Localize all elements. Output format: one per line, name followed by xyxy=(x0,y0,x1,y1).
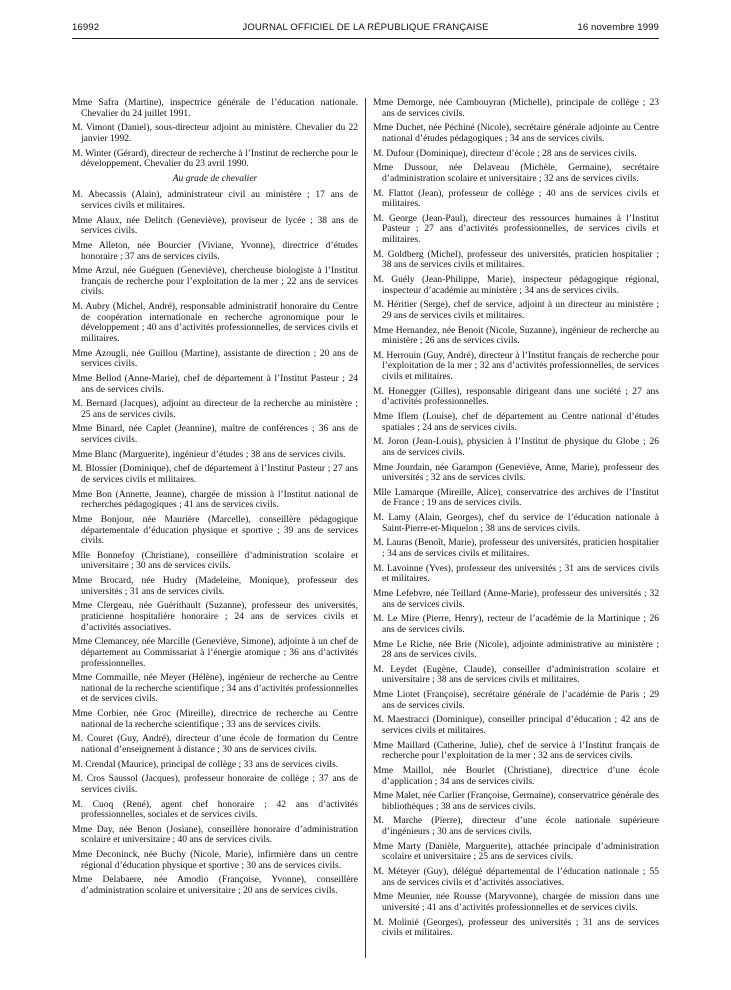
decoration-entry: Mme Liotet (Françoise), secrétaire générale de l’académie de Paris ; 29 ans de services civils. xyxy=(373,689,659,711)
left-top-entries xyxy=(72,98,358,170)
decoration-entry: Mme Commaille, née Meyer (Hélène), ingénieur de recherche au Centre national de la recherche scientifique ; 34 ans d’activités professionnelles et de services civils. xyxy=(72,672,358,705)
decoration-entry: M. Maestracci (Dominique), conseiller principal d’éducation ; 42 ans de services civils et militaires. xyxy=(373,714,659,736)
decoration-entry: M. Lamy (Alain, Georges), chef du service de l’éducation nationale à Saint-Pierre-et-Miquelon ; 38 ans de services civils. xyxy=(373,512,659,534)
decoration-entry: Mme Blanc (Marguerite), ingénieur d’études ; 38 ans de services civils. xyxy=(72,448,346,460)
decoration-entry: Mme Azougli, née Guillou (Martine), assistante de direction ; 20 ans de services civils. xyxy=(72,347,358,370)
decoration-entry: M. Abecassis (Alain), administrateur civil au ministère ; 17 ans de services civils et militaires. xyxy=(72,189,358,212)
decoration-entry: Mlle Lamarque (Mireille, Alice), conservatrice des archives de l’Institut de France ; 19 ans de services civils. xyxy=(373,486,659,509)
decoration-entry: Mme Dussour, née Delaveau (Michèle, Germaine), secrétaire d’administration scolaire et universitaire ; 32 ans de services civils. xyxy=(373,162,659,184)
decoration-entry: Mme Arzul, née Guéguen (Geneviève), chercheuse biologiste à l’Institut français de recherche pour l’exploitation de la mer ; 22 ans de services civils. xyxy=(72,265,358,298)
decoration-entry: M. Dufour (Dominique), directeur d’école ; 28 ans de services civils. xyxy=(373,147,637,159)
page-header xyxy=(72,22,659,38)
decoration-entry: Mme Maillol, née Bourlet (Christiane), directrice d’une école d’application ; 34 ans de services civils. xyxy=(373,764,659,787)
decoration-entry: M. Winter (Gérard), directeur de recherche à l’Institut de recherche pour le développement. Chevalier du 23 avril 1990. xyxy=(72,147,358,170)
decoration-entry: M. Couret (Guy, André), directeur d’une école de formation du Centre national d’enseignement à distance ; 30 ans de services civils. xyxy=(72,733,358,755)
decoration-entry: M. Lauras (Benoît, Marie), professeur des universités, praticien hospitalier ; 34 ans de services civils et militaires. xyxy=(373,537,659,559)
decoration-entry: Mme Day, née Benon (Josiane), conseillère honoraire d’administration scolaire et universitaire ; 40 ans de services civils. xyxy=(72,823,358,846)
left-entries xyxy=(72,190,358,896)
decoration-entry: M. Goldberg (Michel), professeur des universités, praticien hospitalier ; 38 ans de services civils et militaires. xyxy=(373,248,659,271)
decoration-entry: M. Vimont (Daniel), sous-directeur adjoint au ministère. Chevalier du 22 janvier 1992. xyxy=(72,122,358,144)
decoration-entry: Mme Bon (Annette, Jeanne), chargée de mission à l’Institut national de recherches pédagogiques ; 41 ans de services civils. xyxy=(72,488,358,511)
decoration-entry: Mme Deconinck, née Buchy (Nicole, Marie), infirmière dans un centre régional d’éducation physique et sportive ; 30 ans de services civils. xyxy=(72,849,358,871)
issue-date: 16 novembre 1999 xyxy=(577,22,659,33)
decoration-entry: Mme Lefebvre, née Teillard (Anne-Marie), professeur des universités ; 32 ans de services civils. xyxy=(373,587,659,610)
decoration-entry: M. George (Jean-Paul), directeur des ressources humaines à l’Institut Pasteur ; 27 ans d’activités professionnelles, de services civils et militaires. xyxy=(373,212,659,245)
decoration-entry: Mme Malet, née Carlier (Françoise, Germaine), conservatrice générale des bibliothèques ; 38 ans de services civils. xyxy=(373,790,659,812)
decoration-entry: Mme Maillard (Catherine, Julie), chef de service à l’Institut français de recherche pour l’exploitation de la mer ; 32 ans de services civils. xyxy=(373,739,659,762)
decoration-entry: M. Flattot (Jean), professeur de collège ; 40 ans de services civils et militaires. xyxy=(373,187,659,210)
decoration-entry: Mme Brocard, née Hudry (Madeleine, Monique), professeur des universités ; 31 ans de services civils. xyxy=(72,575,358,597)
decoration-entry: Mme Le Riche, née Brie (Nicole), adjointe administrative au ministère ; 28 ans de services civils. xyxy=(373,638,659,661)
section-heading: Au grade de chevalier xyxy=(172,172,258,184)
decoration-entry: M. Marche (Pierre), directeur d’une école nationale supérieure d’ingénieurs ; 30 ans de services civils. xyxy=(373,815,659,838)
decoration-entry: M. Cros Saussol (Jacques), professeur honoraire de collège ; 37 ans de services civils. xyxy=(72,773,358,795)
header-rule xyxy=(72,38,659,39)
decoration-entry: Mme Iflem (Louise), chef de département au Centre national d’études spatiales ; 24 ans de services civils. xyxy=(373,410,659,433)
decoration-entry: Mlle Bonnefoy (Christiane), conseillère d’administration scolaire et universitaire ; 30 ans de services civils. xyxy=(72,549,358,572)
decoration-entry: Mme Demorge, née Cambouyran (Michelle), principale de collège ; 23 ans de services civils. xyxy=(373,97,659,119)
decoration-entry: Mme Bellod (Anne-Marie), chef de département à l’Institut Pasteur ; 24 ans de services civils. xyxy=(72,372,358,395)
decoration-entry: Mme Delabaere, née Amodio (Françoise, Yvonne), conseillère d’administration scolaire et universitaire ; 20 ans de services civils. xyxy=(72,874,358,897)
decoration-entry: M. Lavoinne (Yves), professeur des universités ; 31 ans de services civils et militaires. xyxy=(373,562,659,585)
decoration-entry: Mme Meunier, née Rousse (Maryvonne), chargée de mission dans une université ; 41 ans d’activités professionnelles et de services civils. xyxy=(373,891,659,913)
decoration-entry: M. Honegger (Gilles), responsable dirigeant dans une société ; 27 ans d’activités professionnelles. xyxy=(373,385,659,408)
decoration-entry: M. Bernard (Jacques), adjoint au directeur de la recherche au ministère ; 25 ans de services civils. xyxy=(72,398,358,420)
decoration-entry: Mme Safra (Martine), inspectrice générale de l’éducation nationale. Chevalier du 24 juillet 1991. xyxy=(72,97,358,119)
decoration-entry: M. Le Mire (Pierre, Henry), recteur de l’académie de la Martinique ; 26 ans de services civils. xyxy=(373,613,659,635)
decoration-entry: M. Herrouin (Guy, André), directeur à l’Institut français de recherche pour l’exploitation de la mer ; 32 ans d’activités professionnelles, de services civils et militaires. xyxy=(373,349,659,382)
decoration-entry: M. Aubry (Michel, André), responsable administratif honoraire du Centre de coopération internationale en recherche agronomique pour le développement ; 40 ans d’activités professionnelles, de services civils et militaires. xyxy=(72,301,358,344)
decoration-entry: M. Guély (Jean-Philippe, Marie), inspecteur pédagogique régional, inspecteur d’académie au ministère ; 34 ans de services civils. xyxy=(373,273,659,296)
page-body xyxy=(72,98,659,958)
column-divider xyxy=(365,98,366,958)
left-column xyxy=(72,98,358,901)
decoration-entry: Mme Hernandez, née Benoit (Nicole, Suzanne), ingénieur de recherche au ministère ; 26 ans de services civils. xyxy=(373,324,659,347)
decoration-entry: Mme Bonjour, née Maurière (Marcelle), conseillère pédagogique départementale d’éducation physique et sportive ; 39 ans de services civils. xyxy=(72,514,358,547)
decoration-entry: M. Joron (Jean-Louis), physicien à l’Institut de physique du Globe ; 26 ans de services civils. xyxy=(373,436,659,458)
decoration-entry: M. Méteyer (Guy), délégué départemental de l’éducation nationale ; 55 ans de services civils et d’activités associatives. xyxy=(373,866,659,888)
decoration-entry: Mme Alaux, née Delitch (Geneviève), proviseur de lycée ; 38 ans de services civils. xyxy=(72,214,358,237)
decoration-entry: M. Héritier (Serge), chef de service, adjoint à un directeur au ministère ; 29 ans de services civils et militaires. xyxy=(373,299,659,321)
decoration-entry: M. Blossier (Dominique), chef de département à l’Institut Pasteur ; 27 ans de services civils et militaires. xyxy=(72,463,358,486)
decoration-entry: Mme Duchet, née Péchiné (Nicole), secrétaire générale adjointe au Centre national d’études pédagogiques ; 34 ans de services civils. xyxy=(373,122,659,144)
decoration-entry: Mme Jourdain, née Garampon (Geneviève, Anne, Marie), professeur des universités ; 32 ans de services civils. xyxy=(373,461,659,484)
journal-title: JOURNAL OFFICIEL DE LA RÉPUBLIQUE FRANÇAISE xyxy=(242,22,489,33)
decoration-entry: M. Leydet (Eugène, Claude), conseiller d’administration scolaire et universitaire ; 38 ans de services civils et militaires. xyxy=(373,663,659,686)
decoration-entry: M. Crendal (Maurice), principal de collège ; 33 ans de services civils. xyxy=(72,758,339,770)
right-column xyxy=(373,98,659,943)
decoration-entry: Mme Clemancey, née Marcille (Geneviève, Simone), adjointe à un chef de département au Commissariat à l’énergie atomique ; 36 ans d’activités professionnelles. xyxy=(72,636,358,669)
decoration-entry: Mme Clergeau, née Guérithault (Suzanne), professeur des universités, praticienne hospitalière honoraire ; 24 ans de services civils et d’activités associatives. xyxy=(72,600,358,633)
decoration-entry: M. Molinié (Georges), professeur des universités ; 31 ans de services civils et militaires. xyxy=(373,916,659,939)
decoration-entry: Mme Binard, née Caplet (Jeannine), maître de conférences ; 36 ans de services civils. xyxy=(72,423,358,446)
decoration-entry: Mme Marty (Danièle, Marguerite), attachée principale d’administration scolaire et universitaire ; 25 ans de services civils. xyxy=(373,840,659,863)
decoration-entry: Mme Alleton, née Bourcier (Viviane, Yvonne), directrice d’études honoraire ; 37 ans de services civils. xyxy=(72,240,358,262)
right-entries xyxy=(373,98,659,939)
decoration-entry: Mme Corbier, née Groc (Mireille), directrice de recherche au Centre national de la recherche scientifique ; 33 ans de services civils. xyxy=(72,708,358,730)
decoration-entry: M. Cuoq (René), agent chef honoraire ; 42 ans d’activités professionnelles, sociales et de services civils. xyxy=(72,798,358,821)
page-number: 16992 xyxy=(72,22,100,33)
